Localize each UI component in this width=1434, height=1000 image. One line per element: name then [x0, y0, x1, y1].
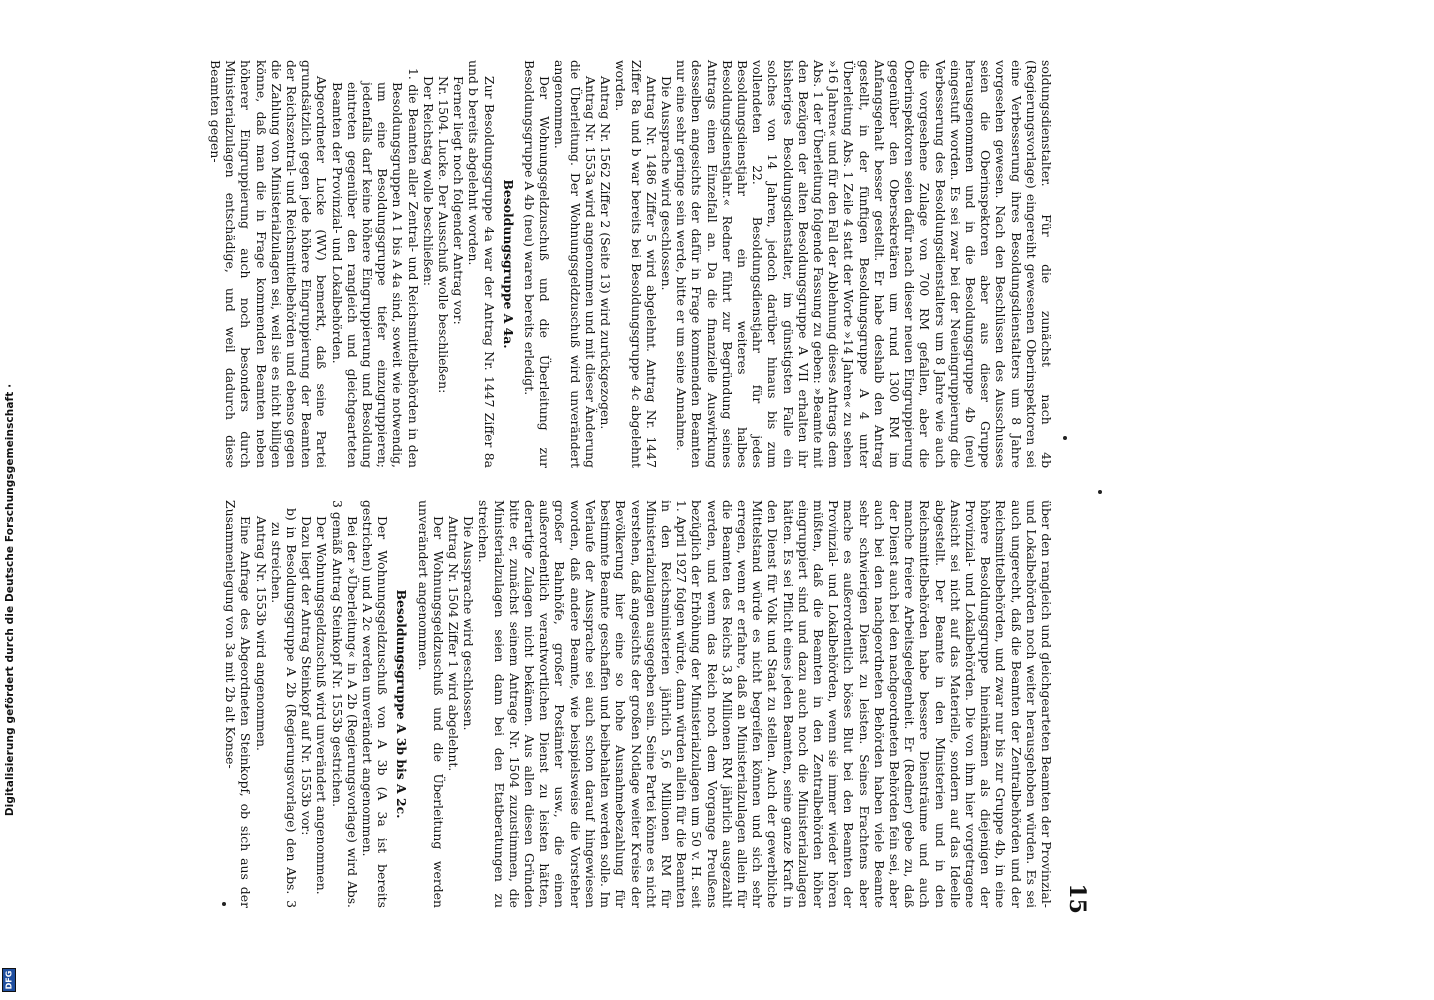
paragraph: Der Wohnungsgeldzuschuß wird unverändert angenommen.: [314, 516, 330, 895]
paragraph: Der Reichstag wolle beschließen:: [420, 76, 436, 287]
scan-speck: [1063, 436, 1067, 440]
section-heading: Besoldungsgruppe A 4a.: [500, 179, 516, 349]
paragraph: über den rangleich und gleichgearteten Beamten der Provinzial- und Lokalbehörden noch weiter herausgehoben würden. Es sei auch ungerecht, daß die Beamten der Zentralbehörden und der Reichsmittelbehörden, und zwar nur bis zur Gruppe 4b, in eine höhere Besoldungsgruppe hineinkämen als diejenigen der Provinzial- und Lokalbehörden. Die von ihm hier vorgetragene Ansicht sei nicht auf das Materielle, sondern auf das Ideelle abgestellt. Der Beamte in den Ministerien und in den Reichsmittelbehörden habe bessere Diensträume und auch manche freiere Arbeitsgelegenheit. Er (Redner) gebe zu, daß der Dienst auch bei den nachgeordneten Behörden fein sei, aber auch bei den nachgeordneten Behörden haben viele Beamte sehr schwierigen Dienst zu leisten. Seines Erachtens aber mache es außerordentlich böses Blut bei den Beamten der Provinzial- und Lokalbehörden, wenn sie immer wieder hören müßten, daß die Beamten in den Zentralbehörden höher eingruppiert sind und dazu auch noch die Ministerialzulagen hätten. Es sei Pflicht eines jeden Beamten, seine ganze Kraft in den Dienst für Volk und Staat zu stellen. Auch der gewerbliche Mittelstand würde es nicht begreifen können und sich sehr erregen, wenn er erfahre, daß an Ministerialzulagen allein für die Beamten des Reichs 3,8 Millionen RM jährlich ausgezahlt werden, und wenn das Reich noch dem Vorgange Preußens bezüglich der Erhöhung der Ministerialzulagen um 50 v. H. seit 1. April 1927 folgen würde, dann würden allein für die Beamten in den Reichsministerien jährlich 5,6 Millionen RM für Ministerialzulagen ausgegeben sein. Seine Partei könne es nicht verstehen, daß angesichts der großen Notlage weiter Kreise der Bevölkerung hier eine so hohe Ausnahmebezahlung für bestimmte Beamte geschaffen und beibehalten werden solle. Im Verlaufe der Aussprache sei auch schon darauf hingewiesen worden, daß andere Beamte, wie beispielsweise die Vorsteher großer Bahnhöfe, großer Postämter usw., die einen außerordentlich verantwortlichen Dienst zu leisten hätten, derartige Zulagen nicht bekämen. Aus allen diesen Gründen bitte er, zunächst seinem Antrage Nr. 1504 zuzustimmen, die Ministerialzulagen seien dann bei den Etatberatungen zu streichen.: [476, 500, 1054, 908]
dfg-logo: [2, 968, 16, 992]
scan-speck: [222, 902, 226, 906]
paragraph: Bei der »Überleitung« in A 2b (Regierungsvorlage) wird Abs. 3 gemäß Antrag Steinkopf Nr. 1553b gestrichen.: [329, 500, 360, 908]
paragraph: Zur Besoldungsgruppe 4a war der Antrag Nr. 1447 Ziffer 8a und b bereits abgelehnt worden.: [466, 60, 497, 468]
paragraph: Antrag Nr. 1504 Ziffer 1 wird abgelehnt.: [446, 516, 462, 772]
paragraph: Antrag Nr. 1562 Ziffer 2 (Seite 13) wird zurückgezogen.: [598, 76, 614, 430]
list-item: b) in Besoldungsgruppe A 2b (Regierungsvorlage) den Abs. 3 zu streichen.: [268, 508, 300, 908]
paragraph: Der Wohnungsgeldzuschuß und die Überleitung zur Besoldungsgruppe A 4b (neu) waren bereits erledigt.: [522, 60, 553, 468]
paragraph: Die Aussprache wird geschlossen.: [461, 516, 477, 731]
paragraph: Antrag Nr. 1486 Ziffer 5 wird abgelehnt. Antrag Nr. 1447 Ziffer 8a und b war bereits bei Besoldungsgruppe 4c abgelehnt worden.: [613, 60, 659, 468]
paragraph: Antrag Nr. 1553b wird angenommen.: [253, 516, 269, 751]
left-column: [208, 60, 1054, 468]
digitization-credit-text: Digitalisierung gefördert durch die Deutsche Forschungsgemeinschaft ·: [4, 383, 16, 817]
paragraph: Ferner liegt noch folgender Antrag vor:: [451, 76, 467, 325]
digitization-credit-bar: [0, 0, 20, 1000]
dfg-logo-text: DFG: [4, 970, 14, 990]
paragraph: Eine Anfrage des Abgeordneten Steinkopf, ob sich aus der Zusammenlegung von 3a mit 2b alt Konse-: [223, 500, 254, 908]
right-column: [223, 500, 1054, 908]
scanned-page-area: [40, 40, 1180, 940]
paragraph: soldungsdienstalter. Für die zunächst nach 4b (Regierungsvorlage) eingereiht gewesenen Oberinspektoren sei eine Verbesserung ihres Besoldungsdienstalters um 8 Jahre vorgesehen gewesen. Nach den Beschlüssen des Ausschusses seien die Oberinspektoren aber aus dieser Gruppe herausgenommen und in die Besoldungsgruppe 4b (neu) eingestuft worden. Es sei zwar bei der Neueingruppierung die Verbesserung des Besoldungsdienstalters um 8 Jahre wie auch die vorgesehene Zulage von 700 RM gefallen, aber die Oberinspektoren seien dafür nach dieser neuen Eingruppierung gegenüber den Obersekretären um rund 1300 RM im Anfangsgehalt besser gestellt. Er habe deshalb den Antrag gestellt, in der fünftigen Besoldungsgruppe A 4 unter Überleitung Abs. 1 Zeile 4 statt der Worte »14 Jahren« zu sehen »16 Jahren« und für den Fall der Ablehnung dieses Antrags dem Abs. 1 der Überleitung folgende Fassung zu geben: »Beamte mit den Bezügen der alten Besoldungsgruppe A VII erhalten ihr bisheriges Besoldungsdienstalter, im günstigsten Falle ein solches von 14 Jahren, jedoch darüber hinaus bis zum vollendeten 22. Besoldungsdienstjahr für jedes Besoldungsdienstjahr ein weiteres halbes Besoldungsdienstjahr.« Redner führt zur Begründung seines Antrags einen Einzelfall an. Da die finanzielle Auswirkung desselben angesichts der dafür in Frage kommenden Beamten nur eine sehr geringe sein werde, bitte er um seine Annahme.: [674, 60, 1054, 468]
section-heading: Besoldungsgruppe A 3b bis A 2c.: [394, 589, 410, 819]
scan-speck: [1098, 490, 1102, 494]
scanned-page: [50, 60, 1090, 920]
paragraph: Dazu liegt der Antrag Steinkopf auf Nr. 1553b vor:: [299, 516, 315, 836]
paragraph: Abgeordneter Lucke (WV) bemerkt, daß seine Partei grundsätzlich gegen jede höhere Eingruppierung der Beamten der Reichszentral- und Reichsmittelbehörden und ebenso gegen die Zahlung von Ministerialzulagen sei, weil sie es nicht billigen könne, daß man die in Frage kommenden Beamten neben höherer Eingruppierung auch noch besonders durch Ministerialzulagen entschädige, und weil dadurch diese Beamten gegen-: [208, 60, 330, 468]
page-number: 15: [1064, 883, 1090, 914]
paragraph: Der Wohnungsgeldzuschuß von A 3b (A 3a ist bereits gestrichen) und A 2c werden unverändert angenommen.: [360, 500, 391, 908]
list-item: 1. die Beamten aller Zentral- und Reichsmittelbehörden in den Besoldungsgruppen A 1 bis A 4a sind, soweit wie notwendig, um eine Besoldungsgruppe tiefer einzugruppieren; jedenfalls darf keine höhere Eingruppierung und Besoldung eintreten gegenüber den rangleich und gleichgearteten Beamten der Provinzial- und Lokalbehörden.: [329, 68, 421, 468]
paragraph: Der Wohnungsgeldzuschuß und die Überleitung werden unverändert angenommen.: [415, 500, 446, 908]
paragraph: Antrag Nr. 1553a wird angenommen und mit dieser Änderung die Überleitung. Der Wohnungsgeldzuschuß wird unverändert angenommen.: [552, 60, 598, 468]
paragraph: Nr. 1504. Lucke. Der Ausschuß wolle beschließen:: [436, 76, 452, 394]
paragraph: Die Aussprache wird geschlossen.: [658, 76, 674, 291]
